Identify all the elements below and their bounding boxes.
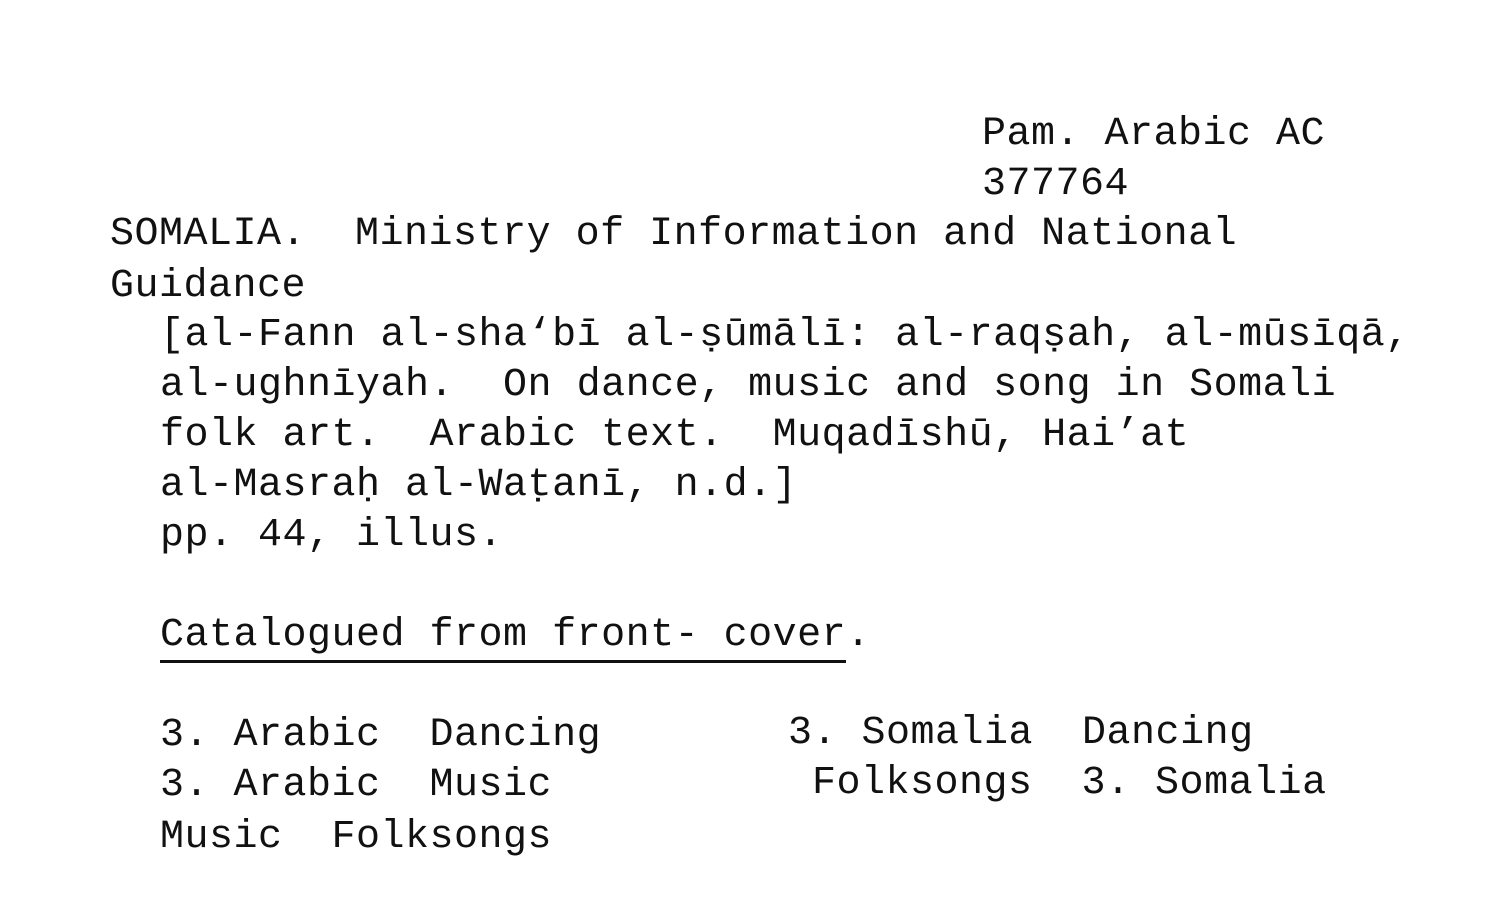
subject-heading-4: Folksongs 3. Somalia xyxy=(812,761,1327,806)
call-number-line-2: 377764 xyxy=(982,162,1130,207)
title-line-3: folk art. Arabic text. Muqadīshū, Hai’at xyxy=(160,413,1190,458)
cataloging-note-text: Catalogued from front- cover xyxy=(160,613,846,663)
subject-heading-5: Music Folksongs xyxy=(160,815,553,860)
title-line-4: al-Masraḥ al-Waṭanī, n.d.] xyxy=(160,463,798,508)
call-number-line-1: Pam. Arabic AC xyxy=(982,112,1326,157)
main-entry-line-1: SOMALIA. Ministry of Information and National xyxy=(110,212,1238,257)
cataloging-note xyxy=(160,611,871,661)
main-entry-line-2: Guidance xyxy=(110,264,307,309)
subject-heading-1: 3. Arabic Dancing xyxy=(160,713,602,758)
subject-heading-3: 3. Arabic Music xyxy=(160,763,553,808)
cataloging-note-period: . xyxy=(846,613,871,658)
subject-heading-2: 3. Somalia Dancing xyxy=(788,711,1254,756)
collation: pp. 44, illus. xyxy=(160,513,504,558)
title-line-1: [al-Fann al-sha‘bī al-ṣūmālī: al-raqṣah, al-mūsīqā, xyxy=(160,313,1410,358)
title-line-2: al-ughnīyah. On dance, music and song in Somali xyxy=(160,363,1337,408)
